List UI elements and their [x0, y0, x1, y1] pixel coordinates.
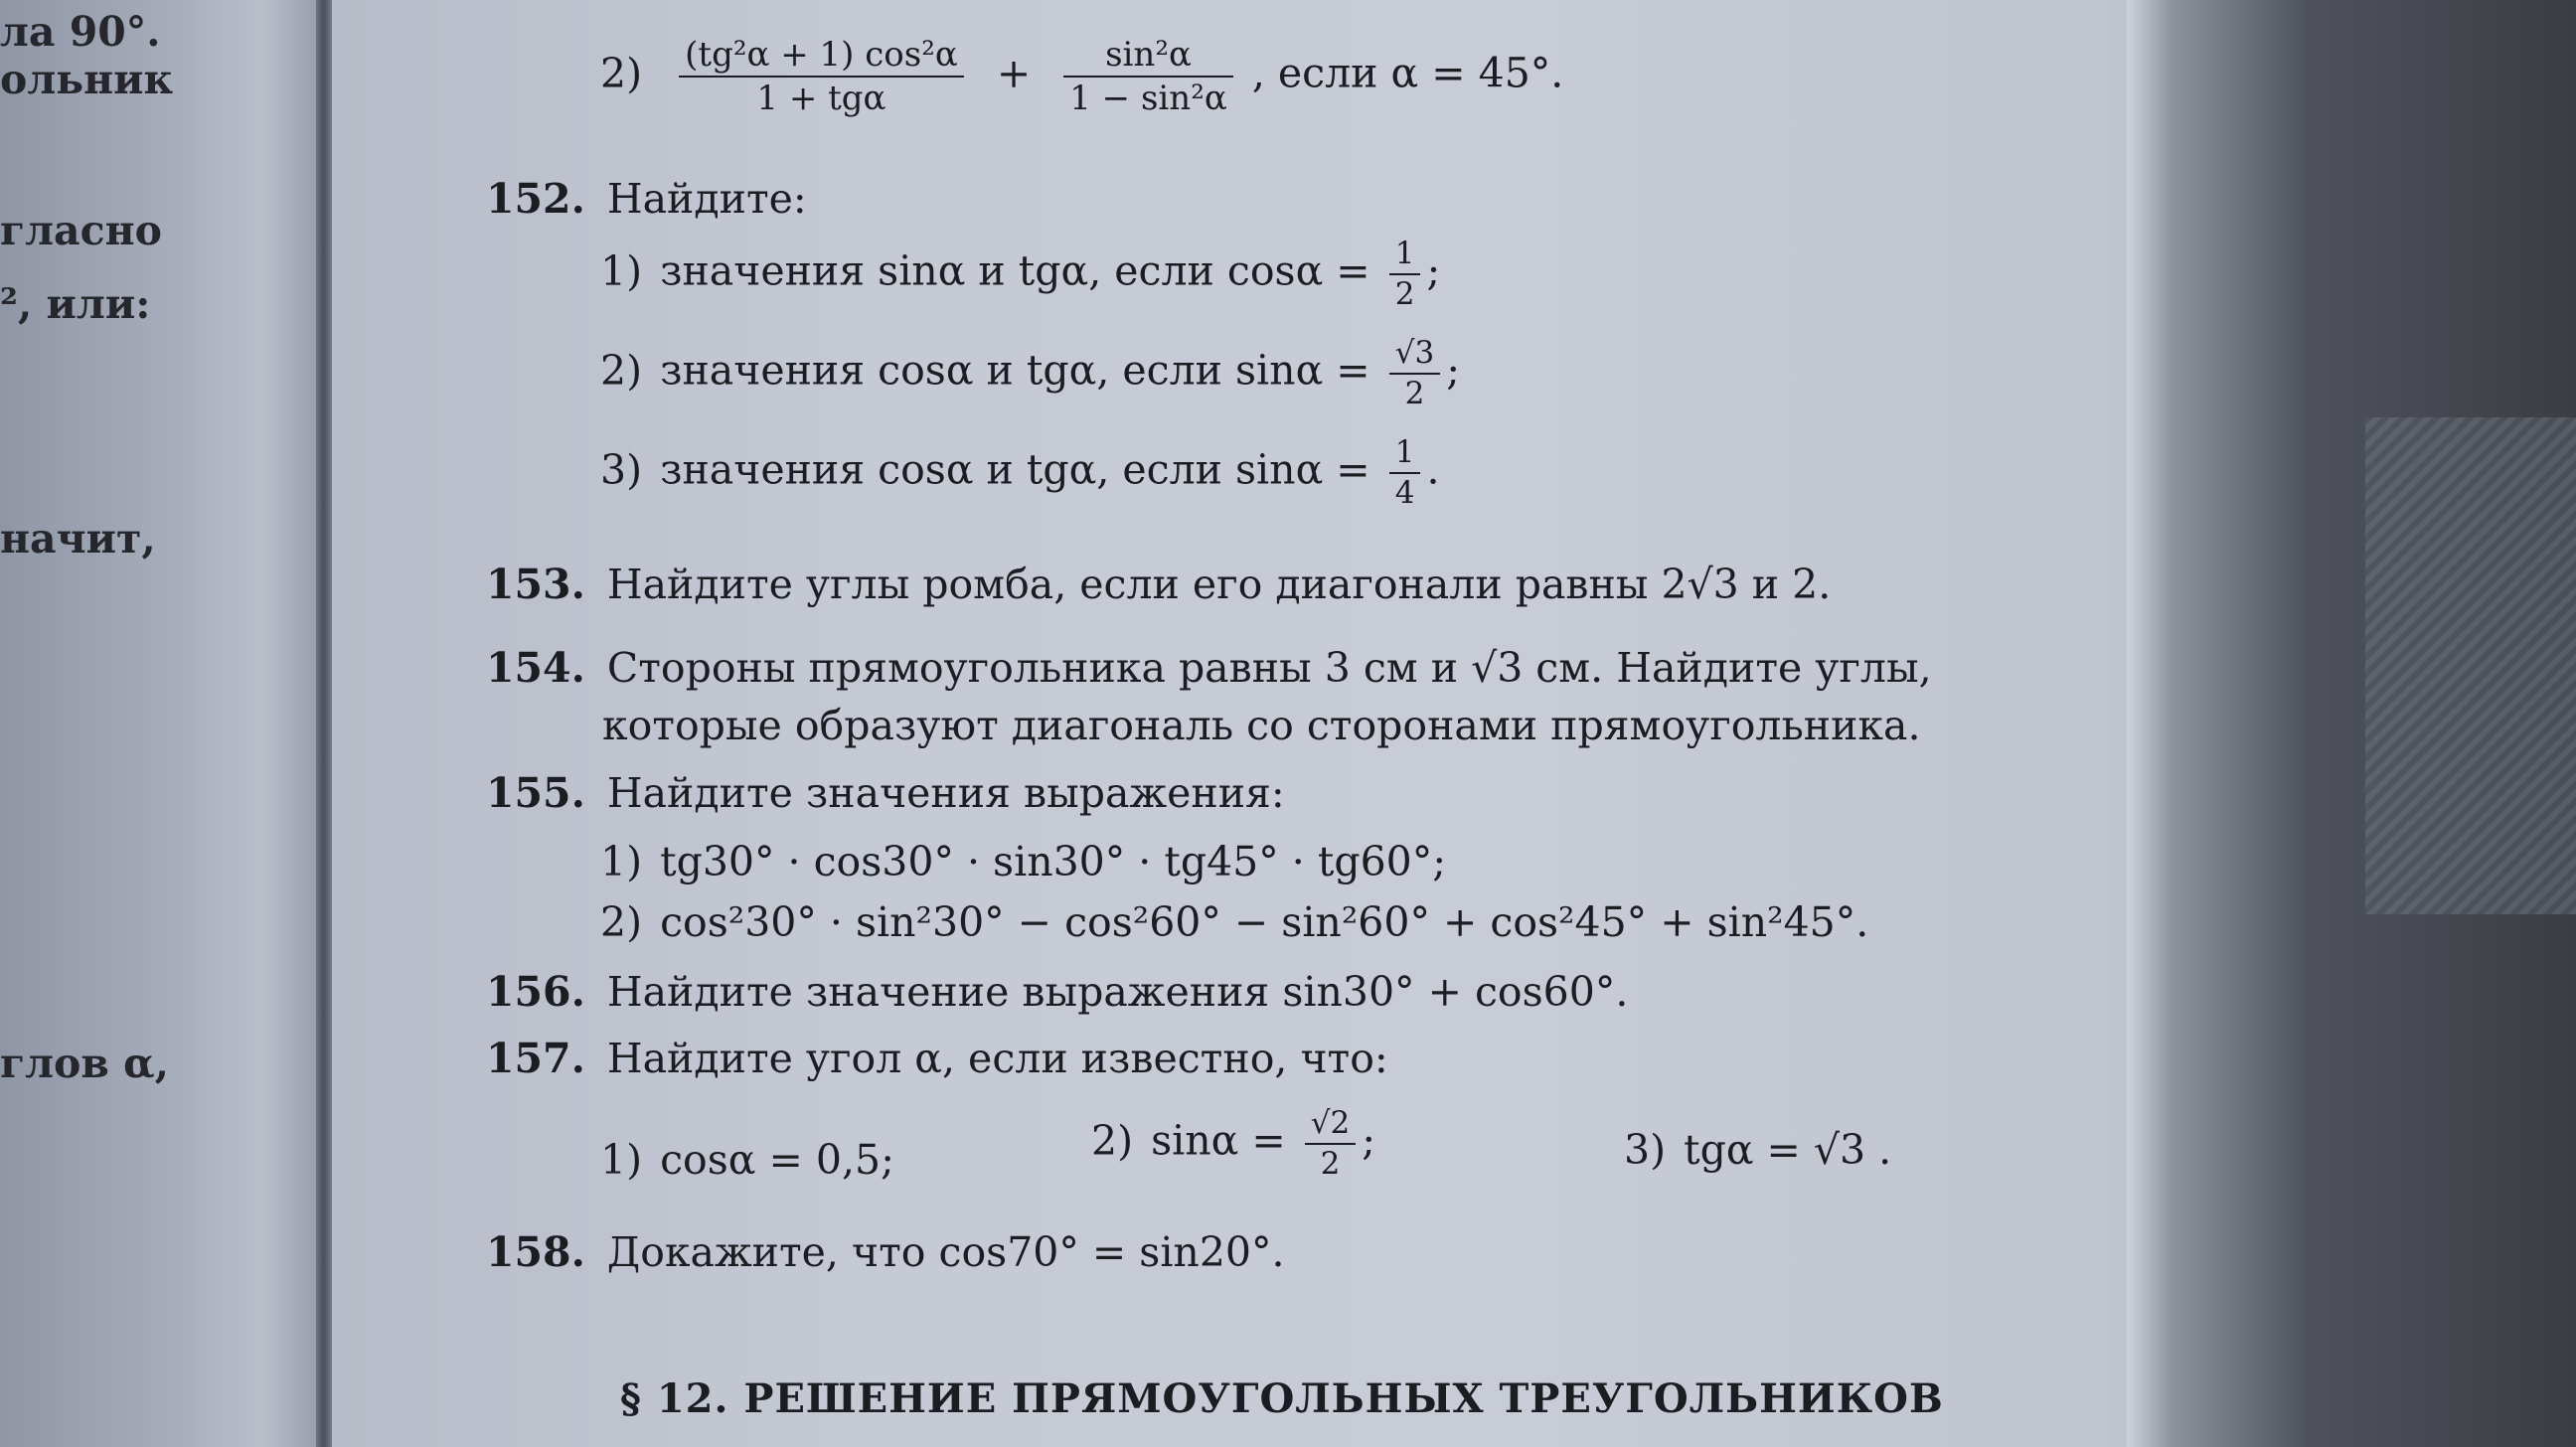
- binding-texture: [2365, 417, 2576, 914]
- fraction: $\frac{√2}{2}$: [1305, 1108, 1356, 1180]
- problem-152-item-3: 3) значения cosα и tgα, если sinα = $\frac{1}{4}$ .: [600, 434, 1440, 511]
- problem-number: 156.: [486, 968, 585, 1016]
- left-fragment: ла 90°.: [0, 8, 161, 56]
- problem-152-item-1: 1) значения sinα и tgα, если cosα = $\frac{1}{2}$ ;: [600, 236, 1441, 312]
- fraction: $\frac{√3}{2}$: [1389, 338, 1440, 409]
- fraction: $\frac{\text{sin²α}}{\text{1 − sin²α}}$: [1063, 38, 1233, 115]
- fraction: $\frac{\text{(tg²α + 1) cos²α}}{\text{1 + tgα}}$: [679, 38, 964, 115]
- left-fragment: ольник: [0, 56, 174, 103]
- problem-156: 156. Найдите значение выражения sin30° + cos60°.: [486, 968, 1629, 1016]
- left-facing-page: [0, 0, 328, 1447]
- problem-157-item-1: 1) cosα = 0,5;: [600, 1136, 894, 1184]
- problem-154-line-2: которые образуют диагональ со сторонами прямоугольника.: [602, 702, 1921, 749]
- fraction: $\frac{1}{2}$: [1389, 239, 1421, 310]
- problem-158: 158. Докажите, что cos70° = sin20°.: [486, 1228, 1285, 1276]
- book-gutter: [316, 0, 332, 1447]
- fraction: $\frac{1}{4}$: [1389, 437, 1421, 509]
- problem-151-item-2: 2) $\frac{\text{(tg²α + 1) cos²α}}{\text{1 + tgα}}$ + $\frac{\text{sin²α}}{\text{1 − sin²α}}$ , если α = 45°.: [600, 35, 1564, 118]
- problem-number: 158.: [486, 1228, 585, 1276]
- problem-157-item-3: 3) tgα = √3 .: [1624, 1126, 1892, 1174]
- problem-152-item-2: 2) значения cosα и tgα, если sinα = $\frac{√3}{2}$ ;: [600, 335, 1461, 411]
- problem-155-heading: 155. Найдите значения выражения:: [486, 769, 1285, 817]
- problem-152-heading: 152. Найдите:: [486, 175, 807, 223]
- problem-155-item-2: 2) cos²30° · sin²30° − cos²60° − sin²60° + cos²45° + sin²45°.: [600, 898, 1869, 946]
- problem-number: 154.: [486, 644, 585, 692]
- section-heading: § 12. РЕШЕНИЕ ПРЯМОУГОЛЬНЫХ ТРЕУГОЛЬНИКОВ: [620, 1375, 1944, 1422]
- problem-number: 153.: [486, 561, 585, 608]
- problem-153: 153. Найдите углы ромба, если его диагонали равны 2√3 и 2.: [486, 561, 1832, 608]
- problem-number: 157.: [486, 1035, 585, 1082]
- textbook-page: [332, 0, 2157, 1447]
- problem-154-line-1: 154. Стороны прямоугольника равны 3 см и √3 см. Найдите углы,: [486, 644, 1932, 692]
- problem-number: 155.: [486, 769, 585, 817]
- left-fragment: глов α,: [0, 1040, 169, 1087]
- problem-155-item-1: 1) tg30° · cos30° · sin30° · tg45° · tg60°;: [600, 838, 1447, 885]
- left-fragment: ², или:: [0, 280, 151, 328]
- left-fragment: начит,: [0, 515, 156, 563]
- problem-number: 152.: [486, 175, 585, 223]
- problem-157-item-2: 2) sinα = $\frac{√2}{2}$ ;: [1091, 1105, 1376, 1182]
- problem-157-heading: 157. Найдите угол α, если известно, что:: [486, 1035, 1388, 1082]
- left-fragment: гласно: [0, 207, 162, 254]
